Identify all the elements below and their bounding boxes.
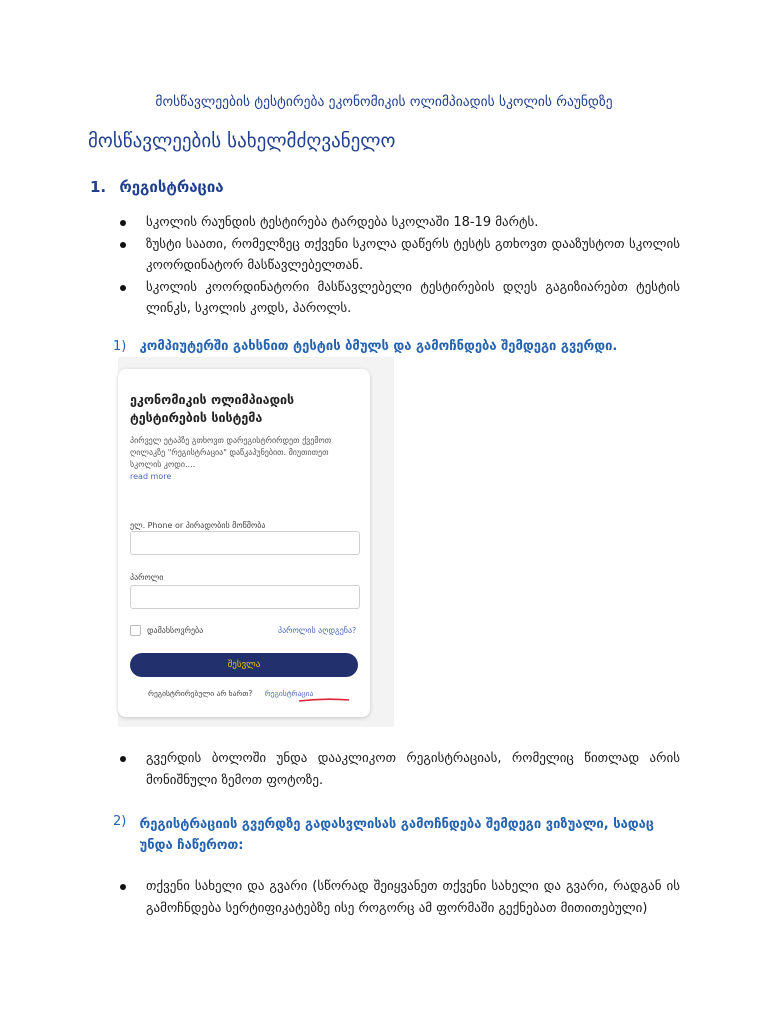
login-card-title: ეკონომიკის ოლიმპიადის ტესტირების სისტემა bbox=[130, 392, 295, 425]
section-heading bbox=[90, 178, 224, 196]
password-label: პაროლი bbox=[130, 573, 164, 582]
step-number: 2) bbox=[113, 814, 127, 829]
remember-me[interactable] bbox=[130, 625, 203, 636]
forgot-password-link[interactable]: პაროლის აღდგენა? bbox=[278, 626, 357, 635]
description-text: პირველ ეტაპზე გთხოვთ დარეგისტრირდეთ ქვემოთ ღილაკზე "რეგისტრაცია" დაწკაპუნებით. მიუთითეთ სკოლის კოდი.... bbox=[130, 436, 332, 469]
signup-row bbox=[148, 689, 313, 698]
phone-label: ელ. Phone or პირადობის მოწმობა bbox=[130, 521, 266, 530]
section-label: რეგისტრაცია bbox=[119, 178, 224, 196]
bullet-icon bbox=[120, 884, 126, 890]
step-1 bbox=[113, 339, 680, 354]
step-2 bbox=[113, 814, 670, 856]
list-item-text: სკოლის რაუნდის ტესტირება ტარდება სკოლაში 18-19 მარტს. bbox=[146, 215, 539, 230]
step-text: რეგისტრაციის გვერდზე გადასვლისას გამოჩნდება შემდეგი ვიზუალი, სადაც უნდა ჩაწეროთ: bbox=[139, 817, 654, 853]
list-item bbox=[132, 234, 680, 277]
list-item bbox=[132, 212, 680, 234]
read-more-link[interactable]: read more bbox=[130, 472, 172, 481]
red-underline-mark bbox=[298, 698, 350, 702]
not-registered-text: რეგისტრირებული არ ხართ? bbox=[148, 689, 253, 698]
bullet-icon bbox=[120, 242, 126, 248]
list-item-text: თქვენი სახელი და გვარი (სწორად შეიყვანეთ თქვენი სახელი და გვარი, რადგან ის გამოჩნდება სერტიფიკატებზე ისე როგორც ამ ფორმაში გექნებათ მითითებული) bbox=[146, 879, 680, 916]
bullet-icon bbox=[120, 220, 126, 226]
list-item-text: ზუსტი საათი, რომელზეც თქვენი სკოლა დაწერს ტესტს გთხოვთ დააზუსტოთ სკოლის კოორდინატორ მასწავლებელთან. bbox=[146, 236, 680, 273]
list-item bbox=[132, 876, 680, 919]
remember-label: დამახსოვრება bbox=[147, 626, 204, 635]
step-text: კომპიუტერში გახსნით ტესტის ბმულს და გამოჩნდება შემდეგი გვერდი. bbox=[139, 339, 618, 354]
login-card bbox=[118, 369, 370, 717]
intro-bullet-list bbox=[132, 212, 680, 320]
document-title: მოსწავლეების სახელმძღვანელო bbox=[88, 130, 396, 152]
step-number: 1) bbox=[113, 339, 127, 354]
login-button[interactable]: შესვლა bbox=[130, 653, 358, 677]
register-link[interactable]: რეგისტრაცია bbox=[264, 689, 314, 698]
list-item-text: სკოლის კოორდინატორი მასწავლებელი ტესტირების დღეს გაგიზიარებთ ტესტის ლინკს, სკოლის კოდს, პაროლს. bbox=[146, 279, 680, 316]
password-input[interactable] bbox=[130, 585, 360, 609]
list-item bbox=[132, 277, 680, 320]
section-number: 1. bbox=[90, 178, 107, 196]
login-card-description bbox=[130, 435, 350, 483]
phone-input[interactable] bbox=[130, 531, 360, 555]
list-item-text: გვერდის ბოლოში უნდა დააკლიკოთ რეგისტრაციას, რომელიც წითლად არის მონიშნული ზემოთ ფოტოზე. bbox=[146, 751, 680, 788]
bullet-icon bbox=[120, 285, 126, 291]
remember-checkbox[interactable] bbox=[130, 625, 141, 636]
final-bullet-list bbox=[132, 876, 680, 919]
document-header: მოსწავლეების ტესტირება ეკონომიკის ოლიმპიადის სკოლის რაუნდზე bbox=[155, 94, 613, 110]
login-screenshot bbox=[118, 357, 394, 727]
after-bullet-list bbox=[132, 748, 680, 791]
list-item bbox=[132, 748, 680, 791]
bullet-icon bbox=[120, 756, 126, 762]
